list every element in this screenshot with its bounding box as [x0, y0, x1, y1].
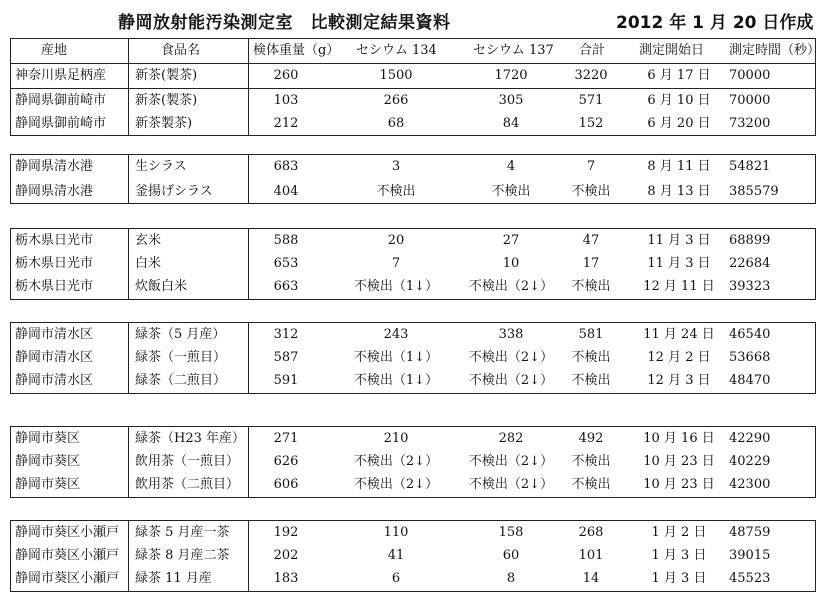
start-date-cell: 8 月 13 日: [647, 184, 711, 199]
header-start-date: 測定開始日: [639, 43, 705, 58]
weight-cell: 192: [273, 525, 299, 540]
total-cell: 101: [578, 548, 604, 563]
origin-cell: 静岡市清水区: [15, 373, 94, 388]
duration-cell: 22684: [729, 256, 771, 271]
start-date-cell: 1 月 3 日: [651, 571, 707, 586]
total-cell: 不検出: [571, 477, 611, 492]
duration-cell: 42290: [729, 431, 771, 446]
total-cell: 152: [578, 116, 604, 131]
origin-cell: 栃木県日光市: [15, 279, 94, 294]
food-cell: 炊飯白米: [135, 279, 188, 294]
cs137-cell: 84: [502, 116, 520, 131]
cs134-cell: 不検出（2↓）: [353, 477, 439, 492]
total-cell: 不検出: [571, 454, 611, 469]
duration-cell: 385579: [729, 184, 779, 199]
duration-cell: 73200: [729, 116, 771, 131]
cs134-cell: 7: [391, 256, 401, 271]
food-cell: 緑茶（一煎目）: [135, 350, 227, 365]
start-date-cell: 6 月 17 日: [647, 68, 711, 83]
duration-cell: 48759: [729, 525, 771, 540]
food-cell: 緑茶 8 月産二茶: [135, 548, 230, 563]
start-date-cell: 1 月 2 日: [651, 525, 707, 540]
start-date-cell: 6 月 10 日: [647, 93, 711, 108]
table-row: [11, 229, 815, 253]
duration-cell: 39323: [729, 279, 771, 294]
start-date-cell: 11 月 3 日: [647, 233, 711, 248]
start-date-cell: 12 月 2 日: [647, 350, 711, 365]
cs134-cell: 6: [391, 571, 401, 586]
cs134-cell: 不検出（1↓）: [353, 350, 439, 365]
cs137-cell: 8: [506, 571, 516, 586]
cs134-cell: 243: [383, 327, 409, 342]
cs137-cell: 27: [502, 233, 520, 248]
start-date-cell: 11 月 24 日: [643, 327, 715, 342]
table-row: [11, 252, 815, 276]
origin-cell: 静岡市葵区: [15, 454, 81, 469]
origin-cell: 静岡県清水港: [15, 184, 94, 199]
food-cell: 玄米: [135, 233, 162, 248]
table-row: [11, 473, 815, 497]
food-cell: 新茶製茶): [135, 116, 193, 131]
total-cell: 不検出: [571, 350, 611, 365]
header-total: 合計: [579, 43, 606, 58]
duration-cell: 42300: [729, 477, 771, 492]
header-cs134: セシウム 134: [356, 43, 437, 58]
total-cell: 不検出: [571, 373, 611, 388]
start-date-cell: 10 月 23 日: [643, 454, 715, 469]
group-kanagawa-omaezaki: [10, 63, 816, 136]
origin-cell: 神奈川県足柄産: [15, 68, 107, 83]
cs134-cell: 210: [383, 431, 409, 446]
table-row: [11, 521, 815, 545]
group-aoi-ward: [10, 426, 816, 498]
total-cell: 不検出: [571, 184, 611, 199]
cs134-cell: 1500: [379, 68, 413, 83]
start-date-cell: 12 月 11 日: [643, 279, 715, 294]
origin-cell: 静岡市葵区小瀬戸: [15, 571, 120, 586]
food-cell: 緑茶 5 月産一茶: [135, 525, 230, 540]
food-cell: 釜揚げシラス: [135, 184, 213, 199]
cs137-cell: 1720: [494, 68, 528, 83]
cs137-cell: 4: [506, 159, 516, 174]
weight-cell: 588: [273, 233, 299, 248]
origin-cell: 静岡市葵区小瀬戸: [15, 525, 120, 540]
weight-cell: 202: [273, 548, 299, 563]
weight-cell: 312: [273, 327, 299, 342]
header-duration: 測定時間（秒）: [729, 43, 821, 58]
table-row: [11, 64, 815, 88]
table-row: [11, 275, 815, 299]
total-cell: 3220: [574, 68, 608, 83]
table-row: [11, 346, 815, 370]
origin-cell: 栃木県日光市: [15, 233, 94, 248]
table-row: [11, 155, 815, 179]
group-shimizu-port: [10, 154, 816, 204]
duration-cell: 48470: [729, 373, 771, 388]
header-origin: 産地: [41, 43, 68, 58]
duration-cell: 53668: [729, 350, 771, 365]
table-row: [11, 323, 815, 347]
start-date-cell: 10 月 16 日: [643, 431, 715, 446]
header-weight: 検体重量（g）: [253, 43, 340, 58]
origin-cell: 静岡市葵区: [15, 431, 81, 446]
cs134-cell: 110: [383, 525, 409, 540]
start-date-cell: 6 月 20 日: [647, 116, 711, 131]
food-cell: 緑茶（二煎目）: [135, 373, 227, 388]
cs137-cell: 不検出（2↓）: [468, 350, 554, 365]
table-row: [11, 369, 815, 393]
weight-cell: 606: [273, 477, 299, 492]
weight-cell: 212: [273, 116, 299, 131]
duration-cell: 45523: [729, 571, 771, 586]
cs137-cell: 10: [502, 256, 520, 271]
total-cell: 571: [578, 93, 604, 108]
table-row: [11, 112, 815, 136]
origin-cell: 静岡県御前崎市: [15, 93, 107, 108]
food-cell: 新茶(製茶): [135, 93, 198, 108]
weight-cell: 404: [273, 184, 299, 199]
origin-cell: 静岡市葵区: [15, 477, 81, 492]
weight-cell: 271: [273, 431, 299, 446]
table-header: [10, 38, 821, 64]
cs137-cell: 282: [498, 431, 524, 446]
cs137-cell: 不検出: [491, 184, 531, 199]
total-cell: 不検出: [571, 279, 611, 294]
duration-cell: 68899: [729, 233, 771, 248]
origin-cell: 静岡県御前崎市: [15, 116, 107, 131]
food-cell: 新茶(製茶): [135, 68, 198, 83]
weight-cell: 653: [273, 256, 299, 271]
food-cell: 飲用茶（二煎目）: [135, 477, 240, 492]
cs137-cell: 不検出（2↓）: [468, 454, 554, 469]
cs134-cell: 41: [387, 548, 405, 563]
food-cell: 飲用茶（一煎目）: [135, 454, 240, 469]
weight-cell: 683: [273, 159, 299, 174]
food-cell: 生シラス: [135, 159, 187, 174]
duration-cell: 46540: [729, 327, 771, 342]
start-date-cell: 8 月 11 日: [647, 159, 711, 174]
cs134-cell: 68: [387, 116, 405, 131]
table-row: [11, 427, 815, 451]
total-cell: 7: [586, 159, 596, 174]
food-cell: 緑茶 11 月産: [135, 571, 212, 586]
document-title: 静岡放射能汚染測定室 比較測定結果資料: [118, 13, 451, 33]
table-row: [11, 450, 815, 474]
total-cell: 17: [582, 256, 600, 271]
cs137-cell: 158: [498, 525, 524, 540]
weight-cell: 103: [273, 93, 299, 108]
weight-cell: 260: [273, 68, 299, 83]
cs137-cell: 60: [502, 548, 520, 563]
cs134-cell: 不検出（1↓）: [353, 373, 439, 388]
food-cell: 白米: [135, 256, 162, 271]
weight-cell: 591: [273, 373, 299, 388]
header-cs137: セシウム 137: [473, 43, 554, 58]
total-cell: 492: [578, 431, 604, 446]
table-row: [11, 89, 815, 113]
total-cell: 14: [582, 571, 600, 586]
total-cell: 268: [578, 525, 604, 540]
cs137-cell: 338: [498, 327, 524, 342]
group-nikko: [10, 228, 816, 300]
food-cell: 緑茶（H23 年産）: [135, 431, 246, 446]
duration-cell: 70000: [729, 93, 771, 108]
weight-cell: 663: [273, 279, 299, 294]
group-koseto: [10, 520, 816, 592]
cs137-cell: 不検出（2↓）: [468, 373, 554, 388]
start-date-cell: 11 月 3 日: [647, 256, 711, 271]
group-shimizu-ward: [10, 322, 816, 394]
table-row: [11, 180, 815, 204]
cs134-cell: 不検出（1↓）: [353, 279, 439, 294]
weight-cell: 587: [273, 350, 299, 365]
table-row: [11, 544, 815, 568]
cs134-cell: 不検出（2↓）: [353, 454, 439, 469]
weight-cell: 626: [273, 454, 299, 469]
document-date: 2012 年 1 月 20 日作成: [616, 13, 814, 33]
duration-cell: 40229: [729, 454, 771, 469]
cs134-cell: 不検出: [376, 184, 416, 199]
duration-cell: 39015: [729, 548, 771, 563]
cs137-cell: 305: [498, 93, 524, 108]
cs137-cell: 不検出（2↓）: [468, 477, 554, 492]
origin-cell: 静岡市葵区小瀬戸: [15, 548, 120, 563]
start-date-cell: 12 月 3 日: [647, 373, 711, 388]
table-row: [11, 567, 815, 591]
weight-cell: 183: [273, 571, 299, 586]
duration-cell: 54821: [729, 159, 771, 174]
cs134-cell: 3: [391, 159, 401, 174]
origin-cell: 栃木県日光市: [15, 256, 94, 271]
start-date-cell: 10 月 23 日: [643, 477, 715, 492]
total-cell: 581: [578, 327, 604, 342]
cs134-cell: 20: [387, 233, 405, 248]
duration-cell: 70000: [729, 68, 771, 83]
cs137-cell: 不検出（2↓）: [468, 279, 554, 294]
food-cell: 緑茶（5 月産）: [135, 327, 226, 342]
origin-cell: 静岡市清水区: [15, 327, 94, 342]
origin-cell: 静岡市清水区: [15, 350, 94, 365]
cs134-cell: 266: [383, 93, 409, 108]
header-food: 食品名: [161, 43, 201, 58]
total-cell: 47: [582, 233, 600, 248]
origin-cell: 静岡県清水港: [15, 159, 94, 174]
start-date-cell: 1 月 3 日: [651, 548, 707, 563]
